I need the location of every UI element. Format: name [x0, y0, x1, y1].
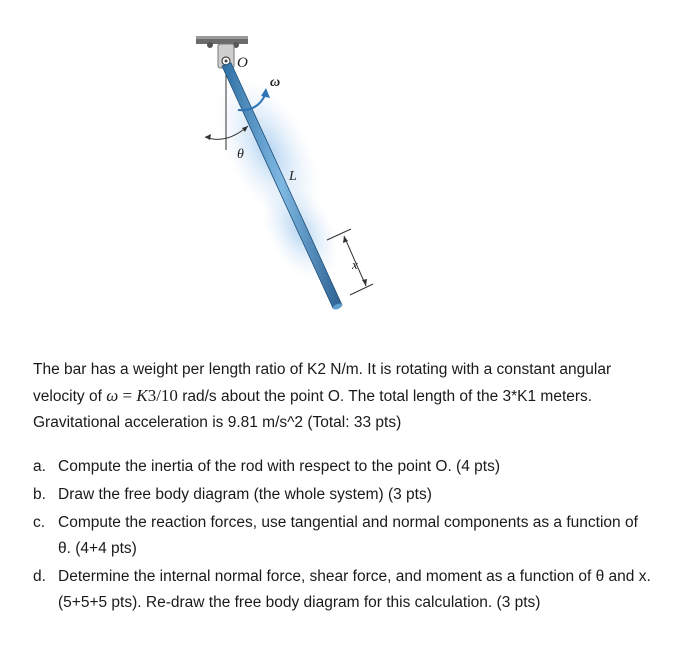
omega-value-k: K: [136, 386, 148, 405]
omega-value-fraction: 3/10: [147, 386, 178, 405]
question-part-a: [33, 454, 653, 480]
x-label: x: [352, 257, 358, 272]
length-label: L: [289, 169, 297, 184]
part-text: Compute the inertia of the rod with respect to the point O. (4 pts): [58, 458, 500, 475]
equals-sign: =: [118, 386, 137, 405]
part-marker: d.: [33, 568, 46, 585]
omega-symbol: ω: [106, 386, 119, 405]
question-part-d: [33, 564, 653, 616]
problem-intro: [33, 357, 653, 436]
question-part-c: [33, 510, 653, 562]
part-marker: c.: [33, 514, 46, 531]
problem-statement: [33, 357, 653, 616]
part-text: Draw the free body diagram (the whole system) (3 pts): [58, 486, 432, 503]
part-text: Determine the internal normal force, shear force, and moment as a function of θ and x. (5+5+5 pts). Re-draw the free body diagram for this calculation. (3 pts): [58, 568, 651, 611]
part-text: Compute the reaction forces, use tangential and normal components as a function of θ. (4+4 pts): [58, 514, 638, 557]
rod: [222, 63, 343, 311]
part-marker: a.: [33, 458, 46, 475]
omega-label: ω: [270, 75, 281, 90]
pivot-label: O: [237, 55, 248, 71]
question-parts: [33, 454, 653, 616]
theta-label: θ: [237, 147, 244, 162]
question-part-b: [33, 482, 653, 508]
intro-text-2: rad/s about the point O. The total length of the 3*K1 meters. Gravitational acceleration is 9.81 m/s^2 (Total: 33 pts): [33, 388, 593, 431]
intro-text-1: The bar has a weight per length ratio of K2 N/m. It is rotating with a constant angular velocity of: [33, 361, 612, 405]
part-marker: b.: [33, 486, 46, 503]
